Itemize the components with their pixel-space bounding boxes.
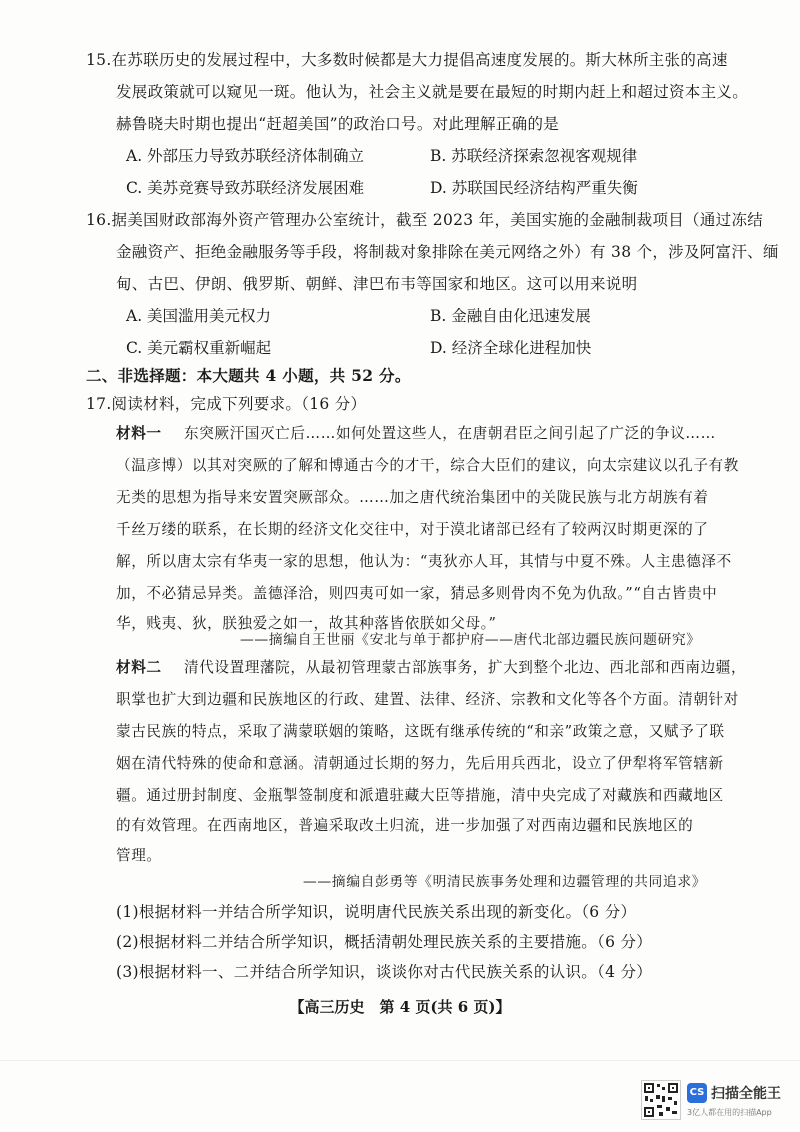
q15-line-1: 15.在苏联历史的发展过程中，大多数时候都是大力提倡高速度发展的。斯大林所主张的高速 (86, 51, 728, 69)
q16-option-c: C. 美元霸权重新崛起 (126, 339, 272, 357)
material-2-line-3: 蒙古民族的特点，采取了满蒙联姻的策略，这既有继承传统的“和亲”政策之意，又赋予了联 (116, 723, 725, 740)
section-2-heading: 二、非选择题：本大题共 4 小题，共 52 分。 (86, 366, 411, 385)
material-1-line-4: 千丝万缕的联系，在长期的经济文化交往中，对于漠北诸部已经有了较两汉时期更深的了 (116, 521, 709, 538)
material-1-line-1: 东突厥汗国灭亡后……如何处置这些人，在唐朝君臣之间引起了广泛的争议…… (184, 425, 716, 442)
material-1-source: ——摘编自王世丽《安北与单于都护府——唐代北部边疆民族问题研究》 (240, 632, 701, 648)
q15-option-d: D. 苏联国民经济结构严重失衡 (430, 179, 638, 197)
material-1-line-6: 加，不必猜忌异类。盖德泽洽，则四夷可如一家，猜忌多则骨肉不免为仇敌。”“自古皆贵中 (116, 585, 718, 602)
q15-line-2: 发展政策就可以窥见一斑。他认为，社会主义就是要在最短的时期内赶上和超过资本主义。 (116, 83, 749, 101)
material-2-line-4: 姻在清代特殊的使命和意涵。清朝通过长期的努力，先后用兵西北，设立了伊犁将军管辖新 (116, 755, 724, 772)
q16-line-1: 16.据美国财政部海外资产管理办公室统计，截至 2023 年，美国实施的金融制裁项目（通过冻结 (86, 211, 764, 229)
material-2-line-6: 的有效管理。在西南地区，普遍采取改土归流，进一步加强了对西南边疆和民族地区的 (116, 817, 694, 834)
camscanner-logo-icon: CS (687, 1083, 707, 1103)
q16-option-d: D. 经济全球化进程加快 (430, 339, 592, 357)
scanner-brand-name: 扫描全能王 (711, 1086, 781, 1102)
material-2-source: ——摘编自彭勇等《明清民族事务处理和边疆管理的共同追求》 (303, 874, 707, 890)
q15-option-b: B. 苏联经济探索忽视客观规律 (430, 147, 638, 165)
q17-intro: 17.阅读材料，完成下列要求。（16 分） (86, 395, 367, 413)
q17-question-3: (3)根据材料一、二并结合所学知识，谈谈你对古代民族关系的认识。（4 分） (116, 963, 653, 981)
q15-option-c: C. 美苏竞赛导致苏联经济发展困难 (126, 179, 365, 197)
material-2-line-5: 疆。通过册封制度、金瓶掣签制度和派遣驻藏大臣等措施，清中央完成了对藏族和西藏地区 (116, 787, 724, 804)
q15-option-a: A. 外部压力导致苏联经济体制确立 (126, 147, 365, 165)
material-1-line-5: 解，所以唐太宗有华夷一家的思想，他认为：“夷狄亦人耳，其情与中夏不殊。人主患德泽不 (116, 553, 732, 570)
q16-option-b: B. 金融自由化迅速发展 (430, 307, 591, 325)
material-1-line-7: 华，贱夷、狄，朕独爱之如一，故其种落皆依朕如父母。” (116, 615, 497, 632)
material-2-line-1: 清代设置理藩院，从最初管理蒙古部族事务，扩大到整个北边、西北部和西南边疆， (184, 659, 747, 676)
q15-line-3: 赫鲁晓夫时期也提出“赶超美国”的政治口号。对此理解正确的是 (116, 115, 560, 133)
page-footer: 【高三历史 第 4 页(共 6 页)】 (289, 998, 511, 1016)
material-1-line-3: 无类的思想为指导来安置突厥部众。……加之唐代统治集团中的关陇民族与北方胡族有着 (116, 489, 709, 506)
q17-question-1: (1)根据材料一并结合所学知识，说明唐代民族关系出现的新变化。（6 分） (116, 903, 637, 921)
scanner-tagline: 3亿人都在用的扫描App (687, 1108, 772, 1117)
material-1-label: 材料一 (116, 425, 162, 442)
scan-edge-divider (0, 1060, 800, 1061)
q16-line-3: 甸、古巴、伊朗、俄罗斯、朝鲜、津巴布韦等国家和地区。这可以用来说明 (116, 275, 638, 293)
q16-option-a: A. 美国滥用美元权力 (126, 307, 272, 325)
material-1-line-2: （温彦博）以其对突厥的了解和博通古今的才干，综合大臣们的建议，向太宗建议以孔子有教 (116, 457, 739, 474)
material-2-label: 材料二 (116, 659, 162, 676)
q16-line-2: 金融资产、拒绝金融服务等手段，将制裁对象排除在美元网络之外）有 38 个，涉及阿富汗、缅 (116, 243, 779, 261)
q17-question-2: (2)根据材料二并结合所学知识，概括清朝处理民族关系的主要措施。（6 分） (116, 933, 653, 951)
material-2-line-2: 职掌也扩大到边疆和民族地区的行政、建置、法律、经济、宗教和文化等各个方面。清朝针对 (116, 691, 739, 708)
qr-code-icon (641, 1080, 681, 1120)
material-2-line-7: 管理。 (116, 847, 162, 864)
